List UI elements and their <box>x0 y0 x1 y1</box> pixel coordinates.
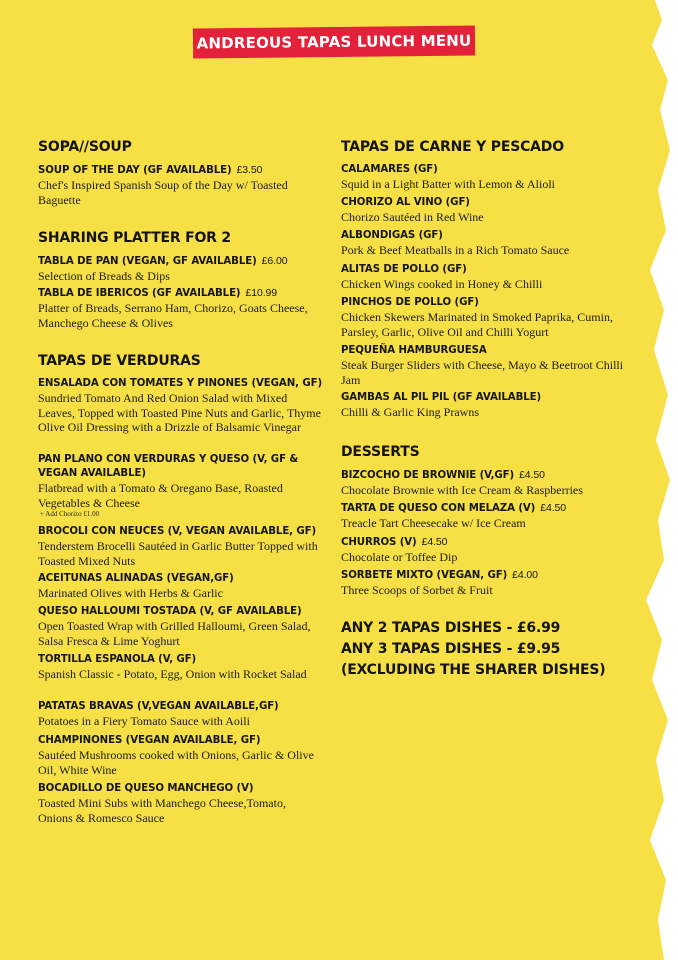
item-name: GAMBAS AL PIL PIL (GF AVAILABLE) <box>341 392 542 403</box>
menu-title: ANDREOUS TAPAS LUNCH MENU <box>196 31 472 53</box>
menu-item <box>341 535 631 565</box>
menu-item <box>341 196 631 225</box>
item-description: Tenderstem Brocelli Sautéed in Garlic Butter Topped with Toasted Mixed Nuts <box>38 539 318 568</box>
menu-item <box>341 263 631 292</box>
item-name: PINCHOS DE POLLO (GF) <box>341 297 479 308</box>
section-heading-desserts: DESSERTS <box>341 444 420 460</box>
item-description: Marinated Olives with Herbs & Garlic <box>38 586 223 600</box>
item-name: TORTILLA ESPANOLA (V, GF) <box>38 654 197 665</box>
menu-item <box>38 163 323 207</box>
item-description: Spanish Classic - Potato, Egg, Onion with Rocket Salad <box>38 667 307 681</box>
item-name: CHORIZO AL VINO (GF) <box>341 197 470 208</box>
item-name: TARTA DE QUESO CON MELAZA (V) <box>341 503 536 514</box>
item-name: PATATAS BRAVAS (V,VEGAN AVAILABLE,GF) <box>38 701 279 712</box>
section-heading-verduras: TAPAS DE VERDURAS <box>38 353 201 369</box>
menu-item <box>38 453 323 519</box>
offer-line-two-tapas: ANY 2 TAPAS DISHES - £6.99 <box>341 620 561 636</box>
menu-item <box>38 525 323 568</box>
menu-item <box>38 254 323 284</box>
item-name: BOCADILLO DE QUESO MANCHEGO (V) <box>38 783 254 794</box>
offer-line-three-tapas: ANY 3 TAPAS DISHES - £9.95 <box>341 641 561 657</box>
item-name: PEQUEÑA HAMBURGUESA <box>341 345 487 356</box>
menu-item <box>38 782 323 825</box>
menu-item <box>341 468 631 498</box>
menu-item <box>341 296 631 339</box>
item-description: Chocolate Brownie with Ice Cream & Raspberries <box>341 483 583 497</box>
item-name: QUESO HALLOUMI TOSTADA (V, GF AVAILABLE) <box>38 606 302 617</box>
item-description: Steak Burger Sliders with Cheese, Mayo & Beetroot Chilli Jam <box>341 358 624 387</box>
item-description: Chilli & Garlic King Prawns <box>341 405 479 419</box>
item-name: ALITAS DE POLLO (GF) <box>341 264 467 275</box>
item-name: SORBETE MIXTO (VEGAN, GF) <box>341 570 508 581</box>
item-description: Flatbread with a Tomato & Oregano Base, Roasted Vegetables & Cheese <box>38 481 283 510</box>
item-price: £4.50 <box>519 469 545 481</box>
item-description: Treacle Tart Cheesecake w/ Ice Cream <box>341 516 526 530</box>
item-description: Toasted Mini Subs with Manchego Cheese,Tomato, Onions & Romesco Sauce <box>38 796 286 825</box>
menu-item <box>341 229 631 258</box>
item-name: TABLA DE PAN (VEGAN, GF AVAILABLE) <box>38 256 257 267</box>
item-description: Potatoes in a Fiery Tomato Sauce with Aoili <box>38 714 250 728</box>
menu-item <box>38 653 323 682</box>
item-name: CHURROS (V) <box>341 537 417 548</box>
section-heading-sharing: SHARING PLATTER FOR 2 <box>38 230 231 246</box>
item-price: £4.50 <box>421 536 448 548</box>
item-description: Chef's Inspired Spanish Soup of the Day w/ Toasted Baguette <box>38 178 288 207</box>
section-heading-soup: SOPA//SOUP <box>38 139 132 155</box>
menu-item <box>341 501 631 531</box>
section-heading-carne: TAPAS DE CARNE Y PESCADO <box>341 139 564 155</box>
item-price: £6.00 <box>261 255 288 267</box>
item-description: Chicken Wings cooked in Honey & Chilli <box>341 277 543 291</box>
item-price: £4.50 <box>540 502 566 514</box>
menu-item <box>38 572 323 601</box>
menu-item <box>341 568 631 598</box>
item-name: PAN PLANO CON VERDURAS Y QUESO (V, GF & VEGAN AVAILABLE) <box>38 454 299 479</box>
menu-item <box>38 734 323 777</box>
menu-item <box>341 344 631 387</box>
item-description: Selection of Breads & Dips <box>38 269 170 283</box>
menu-item <box>38 700 323 729</box>
item-description: Chorizo Sautéed in Red Wine <box>341 210 484 224</box>
item-description: Chocolate or Toffee Dip <box>341 550 458 564</box>
item-description: Chicken Skewers Marinated in Smoked Paprika, Cumin, Parsley, Garlic, Olive Oil and Chilli Yogurt <box>341 310 613 339</box>
menu-item <box>38 377 323 435</box>
offer-line-exclusion: (EXCLUDING THE SHARER DISHES) <box>341 662 606 678</box>
item-name: ACEITUNAS ALINADAS (VEGAN,GF) <box>38 573 234 584</box>
item-description: Sundried Tomato And Red Onion Salad with Mixed Leaves, Topped with Toasted Pine Nuts and Garlic, Thyme Olive Oil Dressing with a Drizzle of Balsamic Vinegar <box>38 391 321 434</box>
item-name: CHAMPINONES (VEGAN AVAILABLE, GF) <box>38 735 261 746</box>
item-name: CALAMARES (GF) <box>341 164 438 175</box>
item-price: £3.50 <box>236 164 263 176</box>
item-name: BIZCOCHO DE BROWNIE (V,GF) <box>341 470 515 481</box>
item-description: Open Toasted Wrap with Grilled Halloumi, Green Salad, Salsa Fresca & Lime Yoghurt <box>38 619 311 648</box>
menu-item <box>341 391 631 420</box>
item-description: Three Scoops of Sorbet & Fruit <box>341 583 493 597</box>
menu-item <box>38 605 323 648</box>
item-name: TABLA DE IBERICOS (GF AVAILABLE) <box>38 288 241 299</box>
menu-item <box>38 286 323 330</box>
item-addon-note: + Add Chorizo £1.00 <box>40 510 100 518</box>
item-price: £4.00 <box>512 569 538 581</box>
item-name: ALBONDIGAS (GF) <box>341 230 443 241</box>
item-description: Platter of Breads, Serrano Ham, Chorizo, Goats Cheese, Manchego Cheese & Olives <box>38 301 308 330</box>
item-description: Pork & Beef Meatballs in a Rich Tomato Sauce <box>341 243 570 257</box>
item-description: Sautéed Mushrooms cooked with Onions, Garlic & Olive Oil, White Wine <box>38 748 314 777</box>
item-name: SOUP OF THE DAY (GF AVAILABLE) <box>38 165 232 176</box>
item-price: £10.99 <box>245 287 278 299</box>
item-name: ENSALADA CON TOMATES Y PINONES (VEGAN, GF) <box>38 378 323 389</box>
item-name: BROCOLI CON NEUCES (V, VEGAN AVAILABLE, GF) <box>38 526 317 537</box>
menu-item <box>341 163 631 192</box>
item-description: Squid in a Light Batter with Lemon & Alioli <box>341 177 555 191</box>
menu-title-banner <box>193 26 475 59</box>
